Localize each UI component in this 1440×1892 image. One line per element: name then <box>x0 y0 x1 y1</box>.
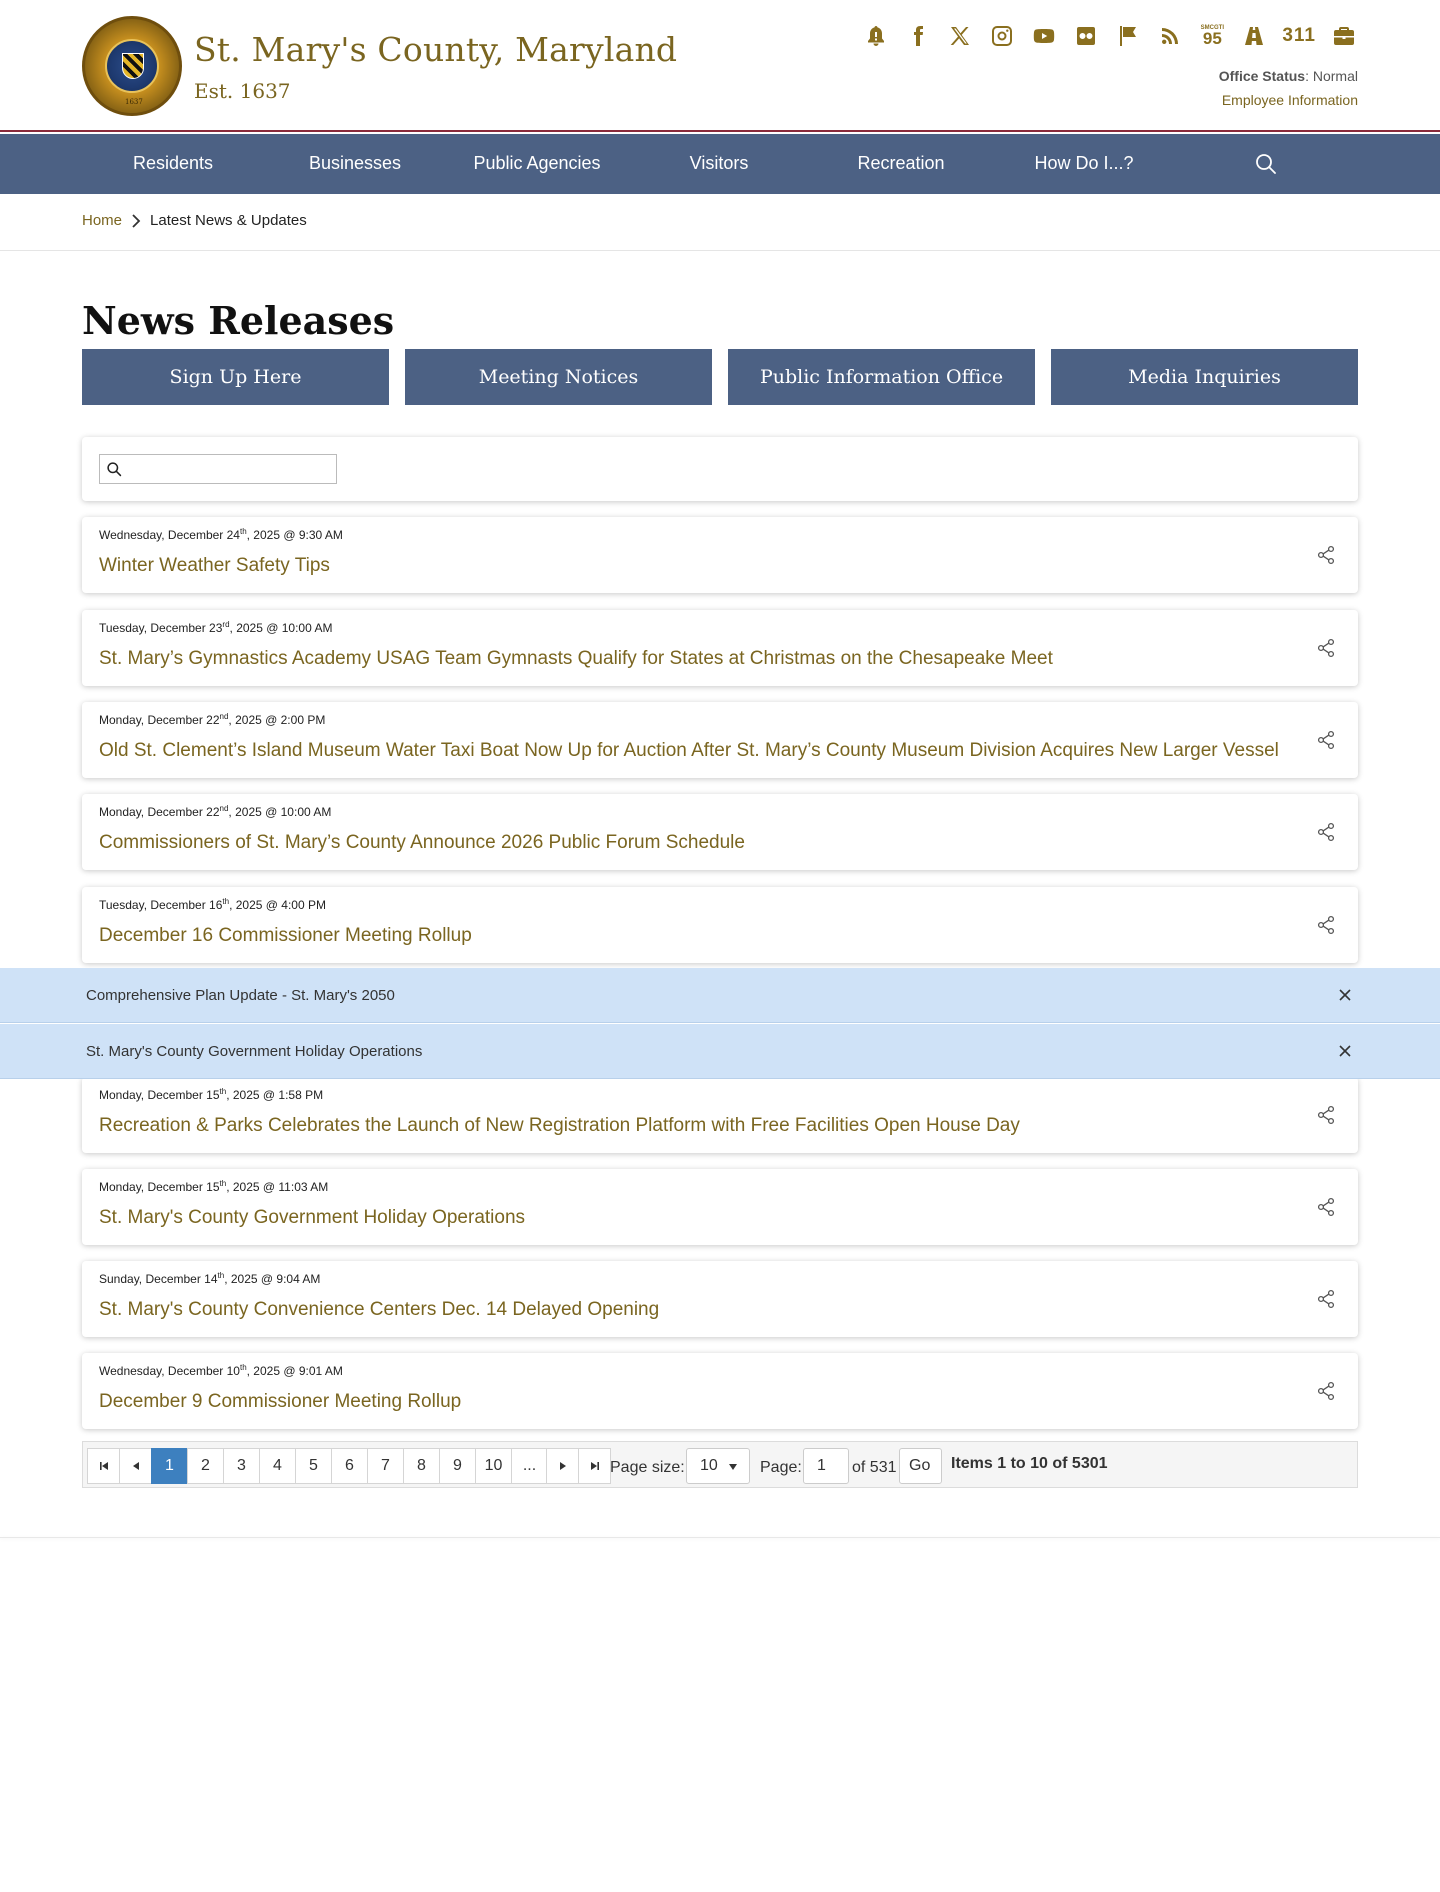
news-date-day: Monday, December 22 <box>99 713 220 727</box>
share-icon[interactable] <box>1316 1289 1336 1309</box>
page-number-input-value: 1 <box>817 1457 826 1474</box>
flickr-icon[interactable] <box>1072 22 1100 50</box>
page-button[interactable]: 4 <box>259 1448 296 1484</box>
last-page-icon <box>590 1461 600 1471</box>
x-icon[interactable] <box>946 22 974 50</box>
nav-item-how-do-i[interactable]: How Do I...? <box>1034 153 1134 173</box>
news-date <box>99 1087 323 1102</box>
news-search-field[interactable] <box>99 454 337 484</box>
public-information-office-button[interactable]: Public Information Office <box>728 349 1035 405</box>
employee-information-link[interactable]: Employee Information <box>1221 92 1358 108</box>
news-date-day: Tuesday, December 16 <box>99 898 223 912</box>
page-button[interactable]: 9 <box>439 1448 476 1484</box>
flag-icon[interactable] <box>1114 22 1142 50</box>
news-date <box>99 897 326 912</box>
page-button[interactable]: 10 <box>475 1448 512 1484</box>
news-date-day: Wednesday, December 10 <box>99 1364 240 1378</box>
news-title-link[interactable]: St. Mary's County Government Holiday Operations <box>99 1207 526 1228</box>
news-date-day: Wednesday, December 24 <box>99 528 240 542</box>
items-count: Items 1 to 10 of 5301 <box>951 1455 1108 1472</box>
share-icon[interactable] <box>1316 915 1336 935</box>
nav-item-residents[interactable]: Residents <box>132 153 214 173</box>
page-button[interactable]: 6 <box>331 1448 368 1484</box>
311-icon[interactable]: 311 <box>1282 25 1316 46</box>
news-date <box>99 527 343 542</box>
office-status <box>1219 68 1358 84</box>
news-date-ordinal: nd <box>219 804 229 813</box>
share-icon[interactable] <box>1316 1197 1336 1217</box>
share-icon[interactable] <box>1316 1381 1336 1401</box>
pagination-bar <box>82 1441 1358 1488</box>
news-date-time: , 2025 @ 10:00 AM <box>228 805 332 819</box>
news-date <box>99 620 332 635</box>
header-icon-bar <box>862 22 1358 50</box>
news-date <box>99 804 331 819</box>
page-button[interactable]: 2 <box>187 1448 224 1484</box>
news-date-ordinal: rd <box>222 620 230 629</box>
instagram-icon[interactable] <box>988 22 1016 50</box>
news-date-day: Monday, December 15 <box>99 1088 220 1102</box>
nav-item-recreation[interactable]: Recreation <box>857 153 945 173</box>
news-date <box>99 712 325 727</box>
news-date <box>99 1179 328 1194</box>
alert-banner[interactable] <box>0 968 1440 1023</box>
meeting-notices-button[interactable]: Meeting Notices <box>405 349 712 405</box>
rss-icon[interactable] <box>1156 22 1184 50</box>
news-date-time: , 2025 @ 11:03 AM <box>226 1180 329 1194</box>
page-button[interactable]: 8 <box>403 1448 440 1484</box>
smcgti-label: SMCGTI <box>1200 24 1225 31</box>
page-label: Page: <box>760 1459 802 1476</box>
news-title-link[interactable]: St. Mary’s Gymnastics Academy USAG Team Gymnasts Qualify for States at Christmas on the Chesapeake Meet <box>99 648 1053 669</box>
first-page-button[interactable] <box>87 1448 120 1484</box>
nav-item-visitors[interactable]: Visitors <box>689 153 749 173</box>
alert-icon[interactable] <box>862 22 890 50</box>
news-date-ordinal: th <box>217 1271 225 1280</box>
close-icon[interactable] <box>1338 988 1352 1002</box>
news-date-time: , 2025 @ 9:01 AM <box>246 1364 343 1378</box>
page-button[interactable]: 7 <box>367 1448 404 1484</box>
road-icon[interactable] <box>1240 22 1268 50</box>
page-button[interactable]: 5 <box>295 1448 332 1484</box>
first-page-icon <box>99 1461 109 1471</box>
news-title-link[interactable]: Recreation & Parks Celebrates the Launch of New Registration Platform with Free Facilities Open House Day <box>99 1115 1020 1136</box>
next-page-button[interactable] <box>546 1448 579 1484</box>
news-card[interactable] <box>82 794 1358 870</box>
news-date-time: , 2025 @ 4:00 PM <box>229 898 326 912</box>
smcgti-95-icon[interactable] <box>1198 22 1226 50</box>
news-title-link[interactable]: Winter Weather Safety Tips <box>99 555 330 576</box>
close-icon[interactable] <box>1338 1044 1352 1058</box>
news-date-ordinal: th <box>222 897 230 906</box>
county-seal-logo[interactable] <box>82 16 182 116</box>
site-established: Est. 1637 <box>194 79 291 103</box>
caret-down-icon <box>728 1463 738 1471</box>
page-number-input[interactable] <box>803 1448 849 1484</box>
news-date-time: , 2025 @ 10:00 AM <box>229 621 333 635</box>
news-date <box>99 1363 343 1378</box>
news-date-day: Sunday, December 14 <box>99 1272 218 1286</box>
briefcase-icon[interactable] <box>1330 22 1358 50</box>
search-icon <box>106 461 123 478</box>
page-title: News Releases <box>82 298 395 343</box>
news-title-link[interactable]: Old St. Clement’s Island Museum Water Taxi Boat Now Up for Auction After St. Mary’s County Museum Division Acquires New Larger Vessel <box>99 740 1279 761</box>
news-date-ordinal: nd <box>219 712 229 721</box>
sign-up-here-button[interactable]: Sign Up Here <box>82 349 389 405</box>
breadcrumb <box>82 212 307 229</box>
news-date-ordinal: th <box>219 1179 227 1188</box>
news-card[interactable] <box>82 517 1358 593</box>
news-date-ordinal: th <box>239 1363 247 1372</box>
chevron-right-icon <box>130 214 142 228</box>
alert-banner-text[interactable]: St. Mary's County Government Holiday Operations <box>86 1043 423 1060</box>
news-title-link[interactable]: St. Mary's County Convenience Centers Dec. 14 Delayed Opening <box>99 1299 660 1320</box>
news-card[interactable] <box>82 1261 1358 1337</box>
news-date-time: , 2025 @ 9:04 AM <box>224 1272 321 1286</box>
main-navigation <box>0 134 1440 194</box>
page-size-value: 10 <box>700 1457 718 1474</box>
news-card[interactable] <box>82 887 1358 963</box>
news-search-card <box>82 437 1358 501</box>
last-page-button[interactable] <box>578 1448 611 1484</box>
page-button[interactable]: ... <box>511 1448 548 1484</box>
news-date-ordinal: th <box>239 527 247 536</box>
seal-shield <box>122 53 144 79</box>
news-date-day: Tuesday, December 23 <box>99 621 223 635</box>
alert-banner-text[interactable]: Comprehensive Plan Update - St. Mary's 2050 <box>86 987 395 1004</box>
page-button[interactable]: 3 <box>223 1448 260 1484</box>
youtube-icon[interactable] <box>1030 22 1058 50</box>
site-title[interactable]: St. Mary's County, Maryland <box>194 30 678 69</box>
page-size-select[interactable] <box>686 1448 750 1484</box>
news-card[interactable] <box>82 1169 1358 1245</box>
page-button[interactable]: 1 <box>151 1448 188 1484</box>
share-icon[interactable] <box>1316 638 1336 658</box>
share-icon[interactable] <box>1316 822 1336 842</box>
news-date <box>99 1271 320 1286</box>
news-date-time: , 2025 @ 9:30 AM <box>246 528 343 542</box>
breadcrumb-current: Latest News & Updates <box>150 212 307 229</box>
news-card[interactable] <box>82 610 1358 686</box>
nav-item-businesses[interactable]: Businesses <box>308 153 402 173</box>
office-status-value: : Normal <box>1305 68 1358 84</box>
news-title-link[interactable]: December 16 Commissioner Meeting Rollup <box>99 925 472 946</box>
news-search-input[interactable] <box>130 457 330 481</box>
news-card[interactable] <box>82 702 1358 778</box>
page-size-label: Page size: <box>610 1459 685 1476</box>
nav-item-public-agencies[interactable]: Public Agencies <box>473 153 601 173</box>
footer-divider <box>0 1537 1440 1538</box>
facebook-icon[interactable] <box>904 22 932 50</box>
action-button-row <box>82 349 1358 405</box>
go-button-label: Go <box>909 1457 931 1474</box>
site-header <box>0 0 1440 132</box>
breadcrumb-home-link[interactable]: Home <box>82 212 123 229</box>
alert-banner[interactable] <box>0 1024 1440 1079</box>
news-date-time: , 2025 @ 1:58 PM <box>226 1088 324 1102</box>
nav-search-icon[interactable] <box>1254 152 1278 176</box>
news-card[interactable] <box>82 1353 1358 1429</box>
news-date-day: Monday, December 22 <box>99 805 220 819</box>
seal-year: 1637 <box>125 98 143 106</box>
previous-page-icon <box>131 1461 141 1471</box>
news-card[interactable] <box>82 1077 1358 1153</box>
news-title-link[interactable]: December 9 Commissioner Meeting Rollup <box>99 1391 462 1412</box>
news-date-ordinal: th <box>219 1087 227 1096</box>
share-icon[interactable] <box>1316 730 1336 750</box>
previous-page-button[interactable] <box>119 1448 152 1484</box>
breadcrumb-divider <box>0 250 1440 251</box>
total-pages-label: of 531 <box>852 1459 897 1476</box>
share-icon[interactable] <box>1316 1105 1336 1125</box>
go-button[interactable] <box>899 1448 942 1484</box>
office-status-label: Office Status <box>1218 68 1306 84</box>
media-inquiries-button[interactable]: Media Inquiries <box>1051 349 1358 405</box>
news-date-day: Monday, December 15 <box>99 1180 220 1194</box>
news-date-time: , 2025 @ 2:00 PM <box>228 713 326 727</box>
news-title-link[interactable]: Commissioners of St. Mary’s County Announce 2026 Public Forum Schedule <box>99 832 745 853</box>
share-icon[interactable] <box>1316 545 1336 565</box>
next-page-icon <box>558 1461 568 1471</box>
smcgti-number: 95 <box>1202 29 1222 49</box>
seal-center <box>105 39 159 93</box>
